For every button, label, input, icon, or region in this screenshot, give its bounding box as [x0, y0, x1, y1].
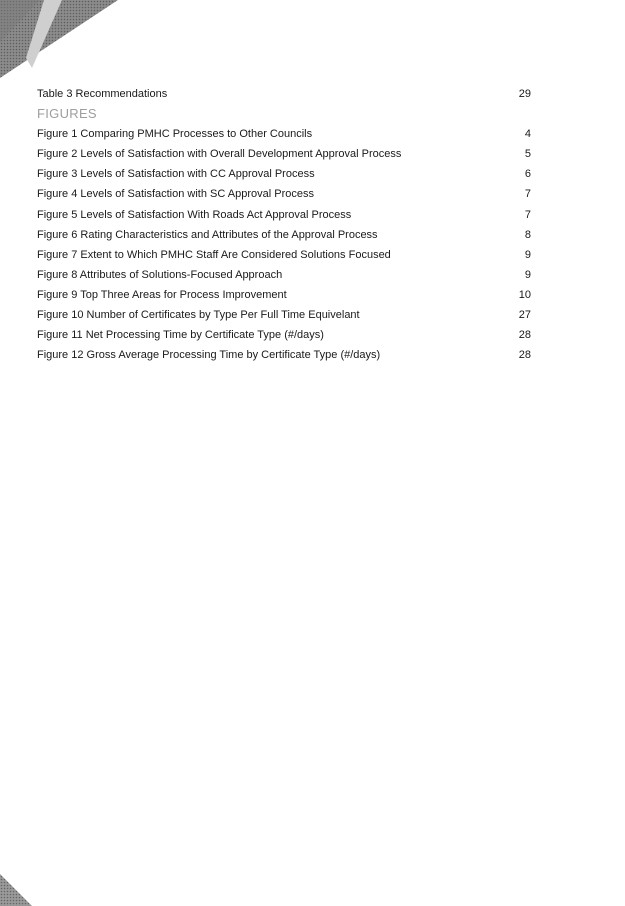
toc-entry-label: Figure 10 Number of Certificates by Type Per Full Time Equivelant	[37, 309, 360, 322]
toc-entry-figure-5[interactable]	[37, 205, 531, 225]
toc-entry-figure-4[interactable]	[37, 184, 531, 204]
toc-entry-page: 10	[518, 288, 531, 301]
toc-entry-figure-3[interactable]	[37, 164, 531, 184]
toc-entry-page: 28	[518, 349, 531, 362]
toc-entry-label: Figure 11 Net Processing Time by Certificate Type (#/days)	[37, 329, 324, 342]
toc-entry-page: 28	[518, 329, 531, 342]
decorative-corner-graphic-bottom	[0, 866, 40, 906]
toc-entry-table-3[interactable]	[37, 84, 531, 104]
decorative-corner-graphic	[0, 0, 130, 90]
toc-entry-page: 5	[524, 148, 531, 161]
toc-entry-figure-12[interactable]	[37, 345, 531, 365]
figures-heading: FIGURES	[37, 106, 97, 122]
toc-entry-label: Figure 4 Levels of Satisfaction with SC Approval Process	[37, 188, 314, 201]
toc-entry-label: Figure 8 Attributes of Solutions-Focused Approach	[37, 268, 283, 281]
toc-entry-page: 8	[524, 228, 531, 241]
toc-entry-page: 9	[524, 268, 531, 281]
toc-entry-label: Figure 9 Top Three Areas for Process Improvement	[37, 288, 287, 301]
toc-entry-page: 27	[518, 309, 531, 322]
toc-entry-figure-7[interactable]	[37, 245, 531, 265]
toc-entry-label: Figure 6 Rating Characteristics and Attributes of the Approval Process	[37, 228, 378, 241]
toc-entry-page: 7	[524, 188, 531, 201]
toc-entry-label: Table 3 Recommendations	[37, 88, 168, 100]
toc-entry-page: 9	[524, 248, 531, 261]
toc-entry-figure-10[interactable]	[37, 305, 531, 325]
toc-entry-page: 7	[524, 208, 531, 221]
table-of-contents	[37, 84, 531, 365]
toc-entry-page: 29	[518, 88, 531, 100]
toc-entry-label: Figure 2 Levels of Satisfaction with Overall Development Approval Process	[37, 148, 402, 161]
toc-entry-label: Figure 1 Comparing PMHC Processes to Other Councils	[37, 128, 313, 141]
toc-entry-page: 6	[524, 168, 531, 181]
toc-entry-label: Figure 7 Extent to Which PMHC Staff Are Considered Solutions Focused	[37, 248, 391, 261]
toc-entry-figure-8[interactable]	[37, 265, 531, 285]
toc-entry-figure-1[interactable]	[37, 124, 531, 144]
toc-entry-label: Figure 3 Levels of Satisfaction with CC Approval Process	[37, 168, 315, 181]
toc-entry-label: Figure 12 Gross Average Processing Time by Certificate Type (#/days)	[37, 349, 381, 362]
toc-entry-figure-6[interactable]	[37, 225, 531, 245]
toc-entry-figure-2[interactable]	[37, 144, 531, 164]
toc-entry-figure-11[interactable]	[37, 325, 531, 345]
toc-entry-figure-9[interactable]	[37, 285, 531, 305]
toc-entry-page: 4	[524, 128, 531, 141]
toc-entry-label: Figure 5 Levels of Satisfaction With Roads Act Approval Process	[37, 208, 352, 221]
